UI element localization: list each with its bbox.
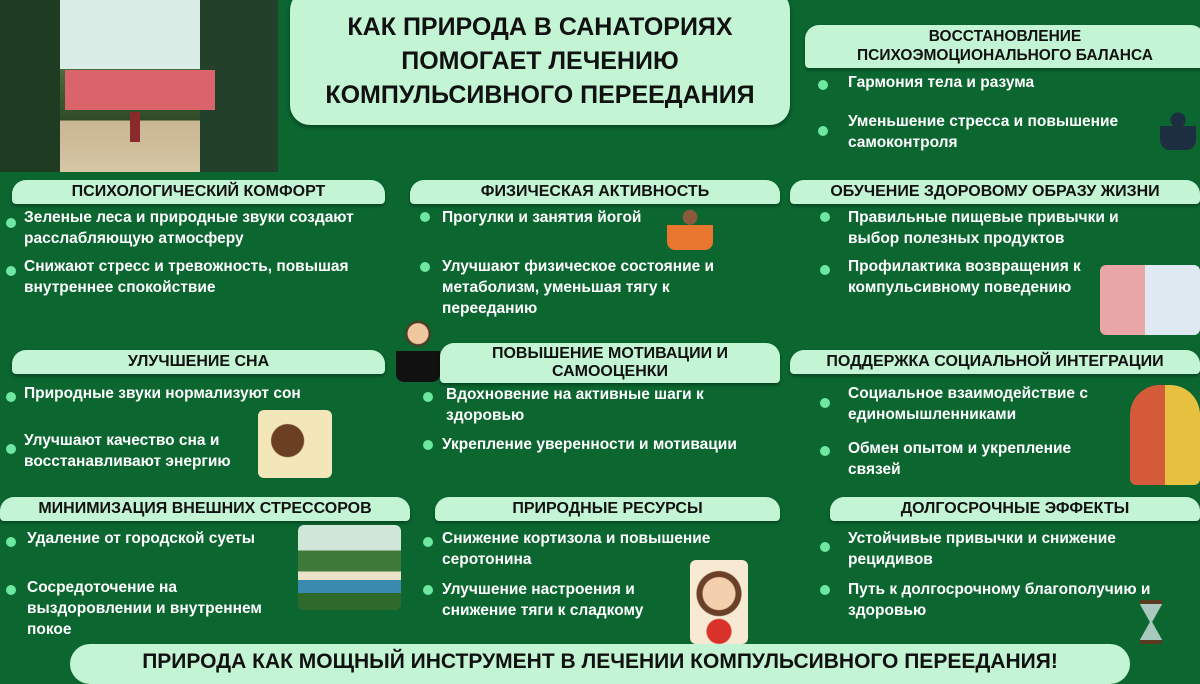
section-header-education: ОБУЧЕНИЕ ЗДОРОВОМУ ОБРАЗУ ЖИЗНИ <box>790 180 1200 204</box>
list-item: Удаление от городской суеты <box>27 530 256 547</box>
list-item: Улучшение настроения и снижение тяги к сладкому <box>442 581 644 619</box>
bullet <box>6 444 16 454</box>
section-header-social: ПОДДЕРЖКА СОЦИАЛЬНОЙ ИНТЕГРАЦИИ <box>790 350 1200 374</box>
hourglass-icon <box>1140 600 1162 644</box>
section-header-longterm: ДОЛГОСРОЧНЫЕ ЭФФЕКТЫ <box>830 497 1200 521</box>
list-item: Укрепление уверенности и мотивации <box>442 436 737 453</box>
list-item: Зеленые леса и природные звуки создают расслабляющую атмосферу <box>24 209 354 247</box>
bullet <box>820 212 830 222</box>
list-item: Снижают стресс и тревожность, повышая внутреннее спокойствие <box>24 258 349 296</box>
girl-thumbs-up-illustration <box>396 320 440 382</box>
section-header-physical: ФИЗИЧЕСКАЯ АКТИВНОСТЬ <box>410 180 780 204</box>
section-header-resources: ПРИРОДНЫЕ РЕСУРСЫ <box>435 497 780 521</box>
sleeping-man-illustration <box>258 410 332 478</box>
bullet <box>6 537 16 547</box>
title-line: КАК ПРИРОДА В САНАТОРИЯХ <box>347 13 733 41</box>
title-line: КОМПУЛЬСИВНОГО ПЕРЕЕДАНИЯ <box>325 81 755 109</box>
doctor-consultation-illustration <box>1100 265 1200 335</box>
list-item: Путь к долгосрочному благополучию и здоровью <box>848 581 1151 619</box>
bullet <box>423 537 433 547</box>
section-header-motivation <box>440 343 780 383</box>
bullet <box>820 446 830 456</box>
bullet <box>820 542 830 552</box>
list-item: Гармония тела и разума <box>848 74 1035 91</box>
section-header-restore <box>805 25 1200 68</box>
bullet <box>820 265 830 275</box>
bullet <box>818 80 828 90</box>
bullet <box>6 585 16 595</box>
section-header-comfort: ПСИХОЛОГИЧЕСКИЙ КОМФОРТ <box>12 180 385 204</box>
bullet <box>420 262 430 272</box>
bullet <box>820 398 830 408</box>
sanatorium-illustration <box>0 0 278 172</box>
list-item: Улучшают физическое состояние и метаболизм, уменьшая тягу к перееданию <box>442 258 715 317</box>
list-item: Профилактика возвращения к компульсивному поведению <box>848 258 1081 296</box>
bullet <box>6 392 16 402</box>
list-item: Природные звуки нормализуют сон <box>24 385 301 402</box>
bullet <box>423 585 433 595</box>
bullet <box>423 440 433 450</box>
bullet <box>6 218 16 228</box>
list-item: Правильные пищевые привычки и выбор полезных продуктов <box>848 209 1119 247</box>
page-title <box>290 0 790 125</box>
header-line: САМООЦЕНКИ <box>551 363 669 380</box>
sanatorium-landscape-illustration <box>298 525 401 610</box>
list-item: Сосредоточение на выздоровлении и внутреннем покое <box>27 579 262 638</box>
header-line: ПОВЫШЕНИЕ МОТИВАЦИИ И <box>491 345 729 362</box>
list-item: Уменьшение стресса и повышение самоконтроля <box>848 113 1119 151</box>
bullet <box>423 392 433 402</box>
list-item: Устойчивые привычки и снижение рецидивов <box>848 530 1116 568</box>
header-line: ВОССТАНОВЛЕНИЕ <box>928 28 1082 45</box>
list-item: Улучшают качество сна и восстанавливают энергию <box>24 432 231 470</box>
bullet <box>6 266 16 276</box>
title-line: ПОМОГАЕТ ЛЕЧЕНИЮ <box>401 47 679 75</box>
footer-banner: ПРИРОДА КАК МОЩНЫЙ ИНСТРУМЕНТ В ЛЕЧЕНИИ КОМПУЛЬСИВНОГО ПЕРЕЕДАНИЯ! <box>70 644 1130 684</box>
meditation-icon <box>1160 110 1196 150</box>
list-item: Прогулки и занятия йогой <box>442 209 642 226</box>
list-item: Вдохновение на активные шаги к здоровью <box>446 386 704 424</box>
section-header-sleep: УЛУЧШЕНИЕ СНА <box>12 350 385 374</box>
header-line: ПСИХОЭМОЦИОНАЛЬНОГО БАЛАНСА <box>857 47 1153 64</box>
friends-illustration <box>1130 385 1200 485</box>
section-header-stressors: МИНИМИЗАЦИЯ ВНЕШНИХ СТРЕССОРОВ <box>0 497 410 521</box>
yoga-person-icon <box>667 208 713 250</box>
bullet <box>818 126 828 136</box>
bullet <box>820 585 830 595</box>
list-item: Обмен опытом и укрепление связей <box>848 440 1072 478</box>
bullet <box>420 212 430 222</box>
list-item: Социальное взаимодействие с единомышленниками <box>848 385 1088 423</box>
girl-with-apple-illustration <box>690 560 748 644</box>
list-item: Снижение кортизола и повышение серотонина <box>442 530 711 568</box>
